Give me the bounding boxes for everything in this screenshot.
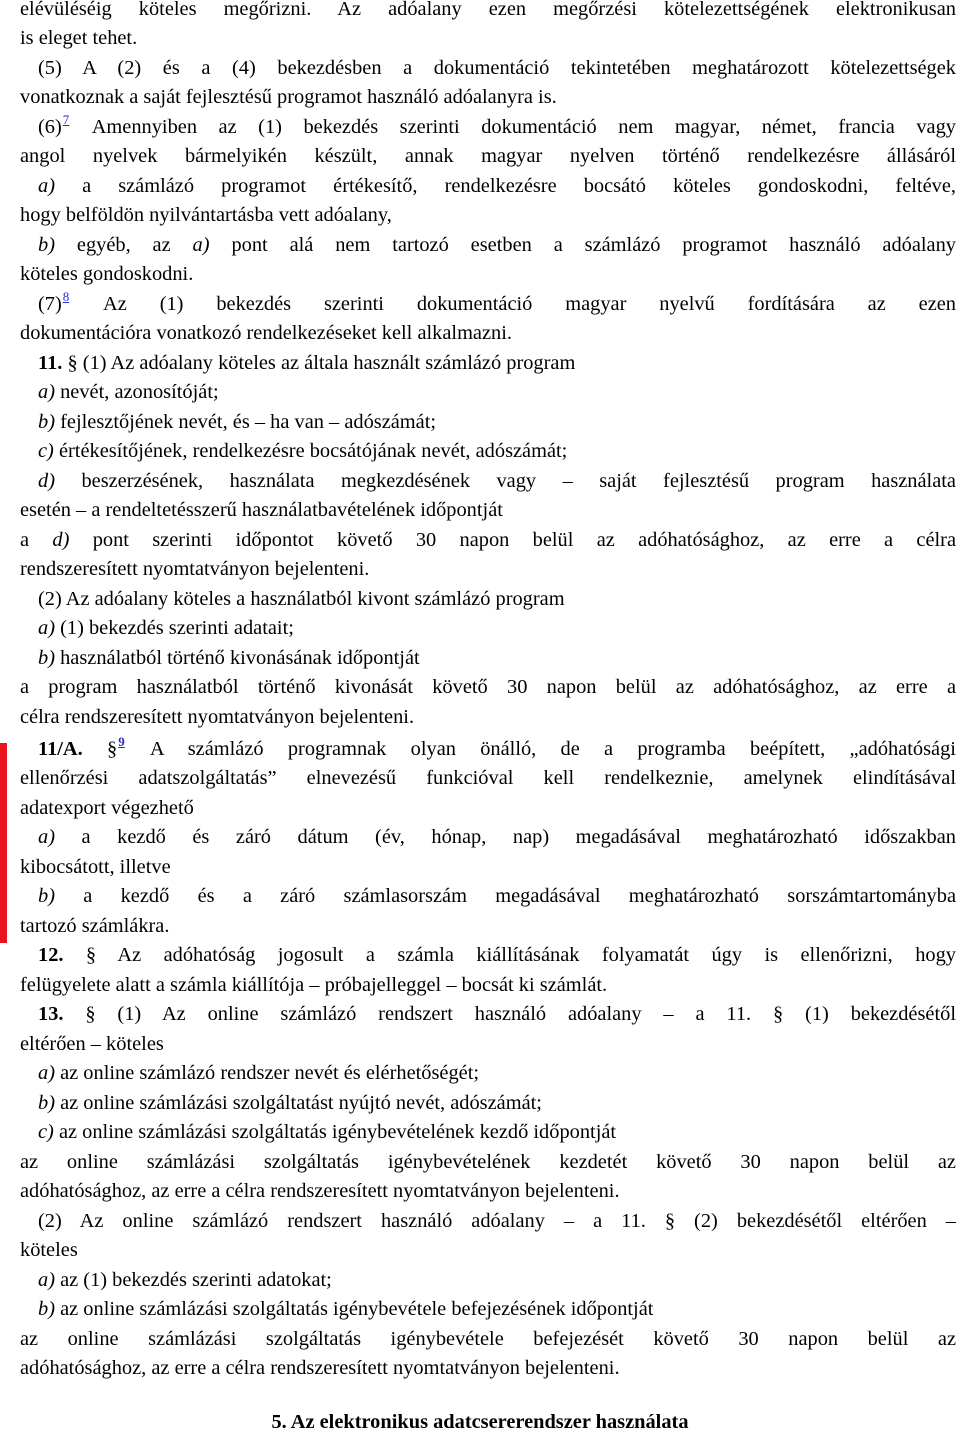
section-12-line bbox=[38, 943, 956, 967]
text-line: (2) Az online számlázó rendszert használó adóalany – a 11. § (2) bekezdésétől eltérően – bbox=[38, 1210, 956, 1232]
text-line: (5) A (2) és a (4) bekezdésben a dokumentáció tekintetében meghatározott kötelezettségek bbox=[38, 57, 956, 79]
list-item bbox=[38, 1061, 956, 1085]
point-text: pont alá nem tartozó esetben a számlázó programot használó adóalany bbox=[231, 234, 956, 256]
list-item bbox=[38, 469, 956, 493]
text-line: dokumentációra vonatkozó rendelkezéseket kell alkalmazni. bbox=[20, 322, 512, 344]
text-fragment: a bbox=[20, 529, 30, 551]
text-line: adatexport végezhető bbox=[20, 797, 194, 819]
list-item bbox=[38, 825, 956, 849]
point-letter: b) bbox=[38, 885, 55, 907]
point-text: beszerzésének, használata megkezdésének vagy – saját fejlesztésű program használata bbox=[81, 470, 956, 492]
point-text: (1) bekezdés szerinti adatait; bbox=[60, 617, 294, 639]
point-text: az online számlázó rendszer nevét és elérhetőségét; bbox=[60, 1062, 480, 1084]
point-text: nevét, azonosítóját; bbox=[60, 381, 219, 403]
text-line: esetén – a rendeltetésszerű használatbavételének időpontját bbox=[20, 499, 503, 521]
point-text: egyéb, az bbox=[76, 234, 171, 256]
text-line: angol nyelvek bármelyikén készült, annak magyar nyelven történő rendelkezésre állásáról bbox=[20, 145, 956, 167]
text-line: célra rendszeresített nyomtatványon bejelenteni. bbox=[20, 706, 415, 728]
point-letter: a) bbox=[38, 175, 55, 197]
point-letter: b) bbox=[38, 647, 55, 669]
footnote-link-8[interactable]: 8 bbox=[62, 289, 70, 304]
point-text: használatból történő kivonásának időpontját bbox=[60, 647, 420, 669]
point-reference: a) bbox=[192, 234, 210, 256]
list-item bbox=[38, 1120, 956, 1144]
revision-marker-bar bbox=[0, 743, 7, 943]
section-text: § (1) Az online számlázó rendszert használó adóalany – a 11. § (1) bekezdésétől bbox=[85, 1003, 956, 1025]
point-b-line bbox=[38, 233, 956, 257]
text-line: az online számlázási szolgáltatás igénybevételének kezdetét követő 30 napon belül az bbox=[20, 1151, 956, 1173]
paragraph-text: Amennyiben az (1) bekezdés szerinti dokumentáció nem magyar, német, francia vagy bbox=[91, 116, 956, 138]
point-letter: a) bbox=[38, 1062, 55, 1084]
point-letter: a) bbox=[38, 381, 55, 403]
footnote-link-7[interactable]: 7 bbox=[62, 112, 70, 127]
point-text: az online számlázási szolgáltatás igénybevételének kezdő időpontját bbox=[58, 1121, 617, 1143]
text-line: adóhatósághoz, az erre a célra rendszeresített nyomtatványon bejelenteni. bbox=[20, 1180, 620, 1202]
list-item bbox=[38, 410, 956, 434]
point-letter: a) bbox=[38, 1269, 55, 1291]
point-letter: b) bbox=[38, 1092, 55, 1114]
point-letter: b) bbox=[38, 411, 55, 433]
point-text: a kezdő és a záró számlasorszám megadásával meghatározható sorszámtartományba bbox=[83, 885, 956, 907]
text-line: köteles bbox=[20, 1239, 78, 1261]
section-sign: § bbox=[107, 738, 118, 760]
text-line: hogy belföldön nyilvántartásba vett adóalany, bbox=[20, 204, 392, 226]
section-text: A számlázó programnak olyan önálló, de a programba beépített, „adóhatósági bbox=[149, 738, 956, 760]
text-line: (2) Az adóalany köteles a használatból kivont számlázó program bbox=[38, 588, 565, 610]
point-text: a számlázó programot értékesítő, rendelkezésre bocsátó köteles gondoskodni, feltéve, bbox=[82, 175, 956, 197]
text-line: eltérően – köteles bbox=[20, 1033, 164, 1055]
point-letter: a) bbox=[38, 617, 55, 639]
text-line: a program használatból történő kivonását követő 30 napon belül az adóhatósághoz, az erre a bbox=[20, 676, 956, 698]
text-line: tartozó számlákra. bbox=[20, 915, 170, 937]
text-line: vonatkoznak a saját fejlesztésű programot használó adóalanyra is. bbox=[20, 86, 557, 108]
list-item bbox=[38, 380, 956, 404]
section-text: § (1) Az adóalany köteles az általa használt számlázó program bbox=[67, 352, 576, 374]
list-item bbox=[38, 1297, 956, 1321]
point-letter: c) bbox=[38, 440, 54, 462]
point-reference: d) bbox=[52, 529, 70, 551]
text-line: felügyelete alatt a számla kiállítója – próbajelleggel – bocsát ki számlát. bbox=[20, 974, 608, 996]
section-number: 12. bbox=[38, 944, 64, 966]
section-text: § Az adóhatóság jogosult a számla kiállításának folyamatát úgy is ellenőrizni, hogy bbox=[85, 944, 956, 966]
point-text: a kezdő és záró dátum (év, hónap, nap) megadásával meghatározható időszakban bbox=[81, 826, 956, 848]
paragraph-number: (6) bbox=[38, 116, 62, 138]
point-text: értékesítőjének, rendelkezésre bocsátójának nevét, adószámát; bbox=[58, 440, 568, 462]
text-fragment: pont szerinti időpontot követő 30 napon belül az adóhatósághoz, az erre a célra bbox=[92, 529, 957, 551]
text-line: kibocsátott, illetve bbox=[20, 856, 171, 878]
section-number: 13. bbox=[38, 1003, 64, 1025]
list-item bbox=[38, 1268, 956, 1292]
point-letter: b) bbox=[38, 1298, 55, 1320]
list-item bbox=[38, 1091, 956, 1115]
text-line: köteles gondoskodni. bbox=[20, 263, 194, 285]
point-a-line bbox=[38, 174, 956, 198]
text-line: elévüléséig köteles megőrizni. Az adóalany ezen megőrzési kötelezettségének elektronikusan bbox=[20, 0, 956, 20]
point-letter: a) bbox=[38, 826, 55, 848]
point-text: az online számlázási szolgáltatás igénybevétele befejezésének időpontját bbox=[60, 1298, 654, 1320]
section-11-line bbox=[38, 351, 956, 375]
point-text: az (1) bekezdés szerinti adatokat; bbox=[60, 1269, 332, 1291]
paragraph-6-line bbox=[38, 112, 956, 139]
paragraph-text: Az (1) bekezdés szerinti dokumentáció magyar nyelvű fordítására az ezen bbox=[103, 293, 956, 315]
text-line bbox=[20, 528, 956, 552]
text-line: rendszeresített nyomtatványon bejelenteni. bbox=[20, 558, 370, 580]
list-item bbox=[38, 884, 956, 908]
point-letter: d) bbox=[38, 470, 55, 492]
point-letter: c) bbox=[38, 1121, 54, 1143]
paragraph-7-line bbox=[38, 289, 956, 316]
list-item bbox=[38, 646, 956, 670]
text-line: ellenőrzési adatszolgáltatás” elnevezésű funkcióval kell rendelkeznie, amelynek elindításával bbox=[20, 767, 956, 789]
point-text: fejlesztőjének nevét, és – ha van – adószámát; bbox=[60, 411, 437, 433]
footnote-link-9[interactable]: 9 bbox=[118, 734, 125, 749]
section-heading: 5. Az elektronikus adatcsererendszer használata bbox=[271, 1411, 689, 1433]
section-number: 11/A. bbox=[38, 738, 83, 760]
text-line: az online számlázási szolgáltatás igénybevétele befejezését követő 30 napon belül az bbox=[20, 1328, 956, 1350]
list-item bbox=[38, 616, 956, 640]
point-letter: b) bbox=[38, 234, 55, 256]
list-item bbox=[38, 439, 956, 463]
paragraph-number: (7) bbox=[38, 293, 62, 315]
section-13-line bbox=[38, 1002, 956, 1026]
section-11a-line bbox=[38, 734, 956, 761]
section-number: 11. bbox=[38, 352, 63, 374]
text-line: adóhatósághoz, az erre a célra rendszeresített nyomtatványon bejelenteni. bbox=[20, 1357, 620, 1379]
point-text: az online számlázási szolgáltatást nyújtó nevét, adószámát; bbox=[60, 1092, 542, 1114]
text-line: is eleget tehet. bbox=[20, 27, 138, 49]
